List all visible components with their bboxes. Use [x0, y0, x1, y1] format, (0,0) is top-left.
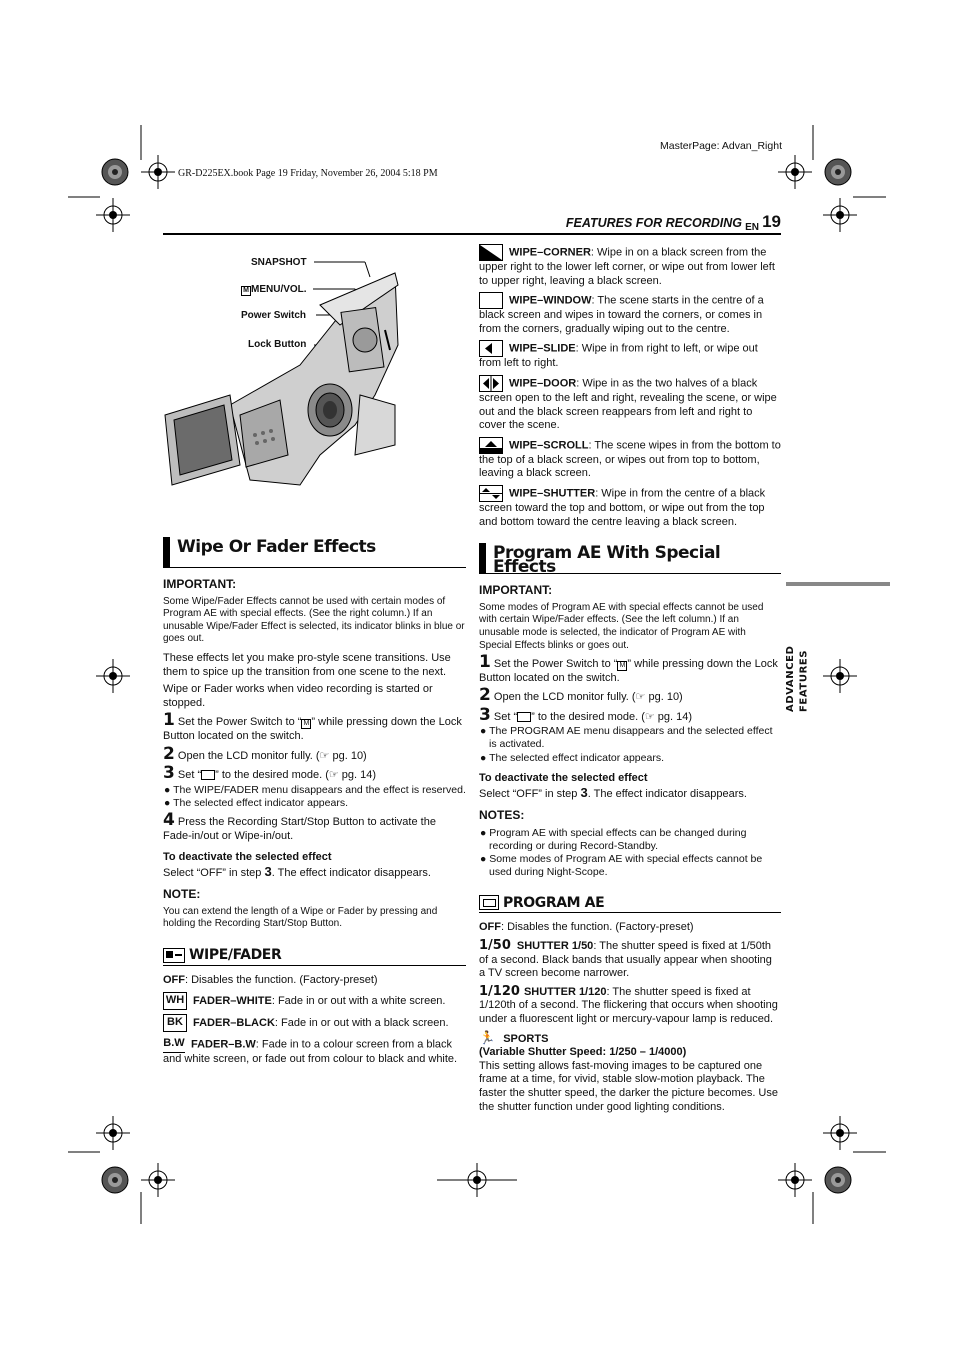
header-lang: EN: [745, 222, 760, 233]
master-page-label: MasterPage: Advan_Right: [660, 140, 782, 152]
right-column: [479, 244, 781, 1118]
note-text: You can extend the length of a Wipe or Fader by pressing and holding the Recording Start/Stop Button.: [163, 905, 438, 930]
label-lock-button: Lock Button: [248, 339, 307, 350]
page-number: 19: [762, 212, 781, 231]
wipe-scroll-icon: [479, 437, 503, 454]
wipe-scroll: WIPE–SCROLL: The scene wipes in from the bottom to the top of a black screen, or wipes out from top to bottom, leaving a black screen.: [479, 437, 781, 481]
program-ae-menu-icon: [517, 712, 531, 722]
program-ae-icon: [479, 895, 499, 910]
wipe-shutter-icon: [479, 485, 503, 502]
wipe-fader-icon: [163, 948, 185, 963]
m-mode-icon: M: [617, 661, 627, 671]
wipe-window-icon: [479, 292, 503, 309]
pointing-hand-icon: ☞: [328, 769, 339, 782]
deactivate-text: Select “OFF” in step 3. The effect indicator disappears.: [163, 863, 431, 879]
sports-description: This setting allows fast-moving images to be captured one frame at a time, for vivid, stable slow-motion playback. The faster the shutter speed, the darker the picture becomes. Use the shutter function under good lighting conditions.: [479, 1059, 778, 1113]
deactivate-heading: To deactivate the selected effect: [163, 851, 332, 864]
deactivate-heading: To deactivate the selected effect: [479, 772, 648, 785]
shutter-50-icon: 1/50: [479, 938, 511, 953]
note-1: ● Program AE with special effects can be changed during recording or during Record-Standby.: [480, 827, 747, 852]
label-power-switch: Power Switch: [241, 310, 307, 321]
step-3: 3 Set “ ” to the desired mode. (☞ pg. 14): [479, 704, 693, 725]
program-ae-off: OFF: Disables the function. (Factory-preset): [479, 921, 694, 934]
step-1: 1 Set the Power Switch to “ M ” while pressing down the Lock Button located on the switch.: [163, 710, 462, 742]
subsection-wipe-fader: WIPE/FADER: [163, 941, 466, 966]
deactivate-text: Select “OFF” in step 3. The effect indicator disappears.: [479, 784, 747, 800]
step-3-bullet-1: ● The WIPE/FADER menu disappears and the effect is reserved.: [164, 783, 466, 796]
step-1: 1 Set the Power Switch to “ M ” while pressing down the Lock Button located on the switch.: [479, 652, 778, 684]
step-3-bullet-1: ● The PROGRAM AE menu disappears and the selected effect is activated.: [480, 725, 773, 751]
sports-subtitle: (Variable Shutter Speed: 1/250 – 1/4000): [479, 1046, 687, 1059]
note-2: ● Some modes of Program AE with special effects cannot be used during Night-Scope.: [480, 853, 763, 878]
step-2: 2 Open the LCD monitor fully. (☞ pg. 10): [479, 685, 683, 706]
m-mode-icon: M: [241, 286, 251, 296]
left-column: [163, 537, 466, 1070]
fader-white: WH FADER–WHITE: Fade in or out with a white screen.: [163, 992, 466, 1010]
step-2: 2 Open the LCD monitor fully. (☞ pg. 10): [163, 743, 367, 764]
m-mode-icon: M: [301, 719, 311, 729]
step-3: 3 Set “ ” to the desired mode. (☞ pg. 14): [163, 763, 377, 784]
fader-bw: B.W FADER–B.W: Fade in to a colour screen from a black and white screen, or fade out from colour to black and white.: [163, 1036, 458, 1065]
wipe-door-icon: [479, 375, 503, 392]
page-header: [540, 212, 781, 233]
shutter-120-icon: 1/120: [479, 983, 520, 999]
notes-heading: NOTES:: [479, 808, 525, 823]
label-snapshot: SNAPSHOT: [251, 257, 307, 268]
fader-black: BK FADER–BLACK: Fade in or out with a black screen.: [163, 1014, 466, 1032]
wipe-corner-icon: [479, 244, 503, 261]
side-tab-label: ADVANCED FEATURES: [785, 645, 810, 712]
wipe-slide: WIPE–SLIDE: Wipe in from right to left, or wipe out from left to right.: [479, 340, 781, 371]
note-heading: NOTE:: [163, 887, 201, 902]
wipe-shutter: WIPE–SHUTTER: Wipe in from the centre of a black screen toward the top and bottom, or wipe out from the top and bottom toward the centre leaving a black screen.: [479, 485, 781, 529]
important-heading: IMPORTANT:: [479, 583, 553, 598]
sports-mode: 🏃 SPORTS: [479, 1029, 549, 1045]
wipe-window: WIPE–WINDOW: The scene starts in the centre of a black screen and wipes in toward the corners, or comes in from the corners, gradually wiping out to the centre.: [479, 292, 781, 336]
important-text: Some modes of Program AE with special effects cannot be used with certain Wipe/Fader effects. (See the left column.) If an unusable mode is selected, the indicator of Program AE with Special Effects blinks or goes out.: [479, 601, 764, 651]
step-3-bullet-2: ● The selected effect indicator appears.: [164, 797, 348, 810]
header-rule: [163, 233, 781, 235]
subsection-program-ae: PROGRAM AE: [479, 888, 781, 913]
section-title-wipe-fader: Wipe Or Fader Effects: [163, 537, 466, 568]
wipe-door: WIPE–DOOR: Wipe in as the two halves of a black screen open to the left and right, revealing the scene, or wipe out and the black screen reappears from left and right to cover the scene.: [479, 375, 781, 433]
header-section: FEATURES FOR RECORDING: [565, 216, 743, 230]
sports-runner-icon: 🏃: [479, 1029, 496, 1045]
fader-white-icon: WH: [163, 992, 187, 1010]
shutter-1-120: 1/120 SHUTTER 1/120: The shutter speed is fixed at 1/120th of a second. The flickering that occurs when shooting under a fluorescent light or mercury-vapour lamp is reduced.: [479, 983, 778, 1025]
wipe-corner: WIPE–CORNER: Wipe in on a black screen from the upper right to the lower left corner, or wipe out from lower left to upper right, leaving a black screen.: [479, 244, 781, 288]
side-tab-bar: [786, 582, 890, 586]
wipe-slide-icon: [479, 340, 503, 357]
shutter-1-50: 1/50 SHUTTER 1/50: The shutter speed is fixed at 1/50th of a second. Black bands that usually appear when shooting a TV screen become narrower.: [479, 938, 772, 980]
section-title-program-ae: Program AE With Special Effects: [479, 543, 781, 574]
intro-paragraph: These effects let you make pro-style scene transitions. Use them to spice up the transition from one scene to the next.: [163, 651, 451, 678]
fader-black-icon: BK: [163, 1014, 187, 1032]
wipe-fader-menu-icon: [201, 770, 215, 780]
fader-bw-icon: B.W: [163, 1036, 185, 1053]
wipe-fader-off: OFF: Disables the function. (Factory-preset): [163, 974, 378, 987]
label-menu-vol: M MENU/VOL.: [241, 283, 307, 297]
book-info: GR-D225EX.book Page 19 Friday, November 26, 2004 5:18 PM: [178, 168, 438, 179]
important-text: Some Wipe/Fader Effects cannot be used with certain modes of Program AE with special effects. (See the right column.) If an unusable Wipe/Fader Effect is selected, its indicator blinks in blue or goes out.: [163, 595, 465, 645]
step-4: 4 Press the Recording Start/Stop Button to activate the Fade-in/out or Wipe-in/out.: [163, 809, 436, 842]
pointing-hand-icon: ☞: [319, 749, 330, 762]
step-3-bullet-2: ● The selected effect indicator appears.: [480, 751, 664, 764]
pointing-hand-icon: ☞: [644, 710, 655, 723]
pointing-hand-icon: ☞: [635, 691, 646, 704]
intro-paragraph-2: Wipe or Fader works when video recording is started or stopped.: [163, 683, 433, 709]
important-heading: IMPORTANT:: [163, 577, 237, 591]
camcorder-illustration: [160, 255, 420, 495]
